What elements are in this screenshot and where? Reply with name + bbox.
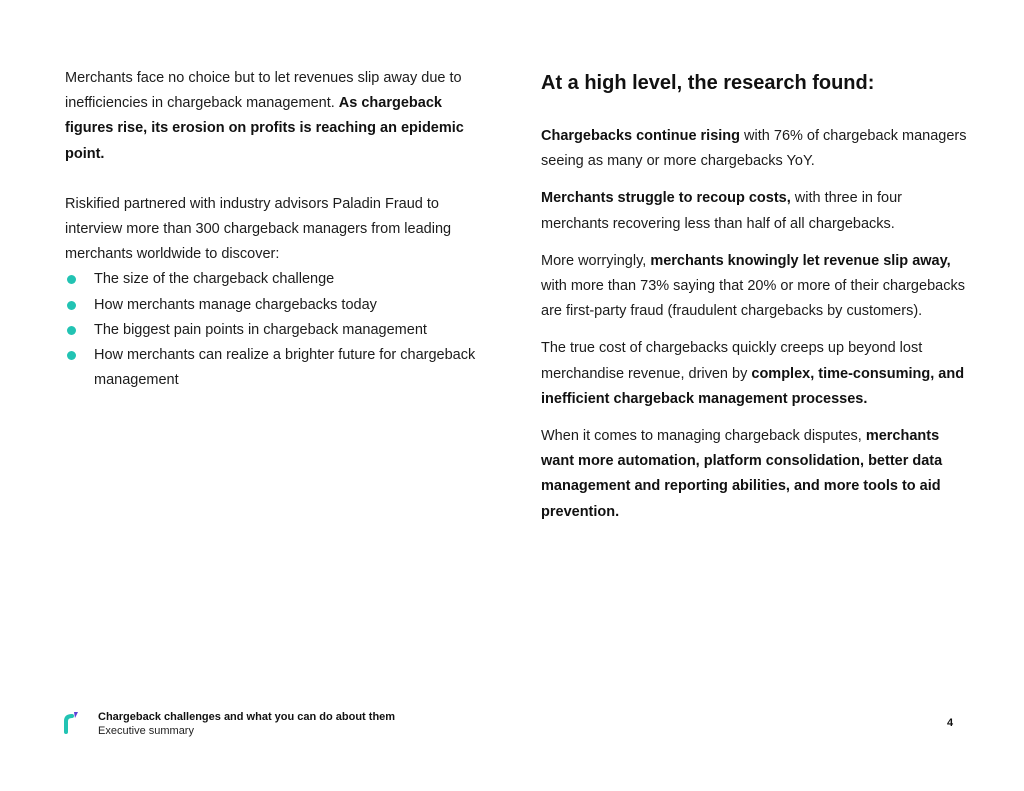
finding-recoup [541,186,969,236]
page-number: 4 [947,717,954,729]
footer-title: Chargeback challenges and what you can do about them [98,711,396,723]
section-heading: At a high level, the research found: [541,72,875,94]
partnership-paragraph: Riskified partnered with industry advisors Paladin Fraud to interview more than 300 chargeback managers from leading merchants worldwide to discover: [65,195,452,263]
finding-disputes-lead: When it comes to managing chargeback disputes, [541,428,866,445]
riskified-logo-icon [63,712,79,734]
list-item [65,318,490,343]
right-column [541,66,969,537]
finding-revenue-slip-bold: merchants knowingly let revenue slip away, [650,252,951,269]
finding-revenue-slip-lead: More worryingly, [541,252,651,269]
list-item [65,267,490,292]
finding-disputes [541,424,969,525]
finding-revenue-slip [541,249,969,325]
footer-subtitle: Executive summary [98,725,194,737]
intro-paragraph [65,66,490,167]
footer-text [98,711,458,738]
left-column [65,66,490,393]
finding-rising-bold: Chargebacks continue rising [541,128,741,144]
intro-bold: As chargeback figures rise, its erosion on profits is reaching an epidemic point. [65,95,464,162]
bullet-dot-icon [67,301,76,310]
intro-plain: Merchants face no choice but to let revenues slip away due to inefficiencies in chargeback management. [65,70,462,112]
bullet-dot-icon [67,275,76,284]
discovery-list [65,267,490,393]
list-item-text: The size of the chargeback challenge [94,271,335,288]
list-item-text: How merchants can realize a brighter future for chargeback management [94,347,476,389]
finding-disputes-bold: merchants want more automation, platform consolidation, better data management and reporting abilities, and more tools to aid prevention. [541,428,943,520]
bullet-dot-icon [67,351,76,360]
bullet-dot-icon [67,326,76,335]
finding-revenue-slip-text: with more than 73% saying that 20% or more of their chargebacks are first-party fraud (fraudulent chargebacks by customers). [541,278,965,320]
list-item [65,293,490,318]
finding-true-cost [541,336,969,412]
finding-recoup-text: with three in four merchants recovering less than half of all chargebacks. [541,190,903,232]
list-item-text: How merchants manage chargebacks today [94,296,377,313]
finding-rising [541,124,969,174]
list-item [65,343,490,393]
finding-true-cost-lead: The true cost of chargebacks quickly creeps up beyond lost merchandise revenue, driven by [541,340,923,382]
finding-recoup-bold: Merchants struggle to recoup costs, [541,190,791,207]
finding-rising-text: with 76% of chargeback managers seeing as many or more chargebacks YoY. [541,128,967,170]
finding-true-cost-bold: complex, time-consuming, and inefficient chargeback management processes. [541,365,965,407]
list-item-text: The biggest pain points in chargeback management [94,321,427,338]
